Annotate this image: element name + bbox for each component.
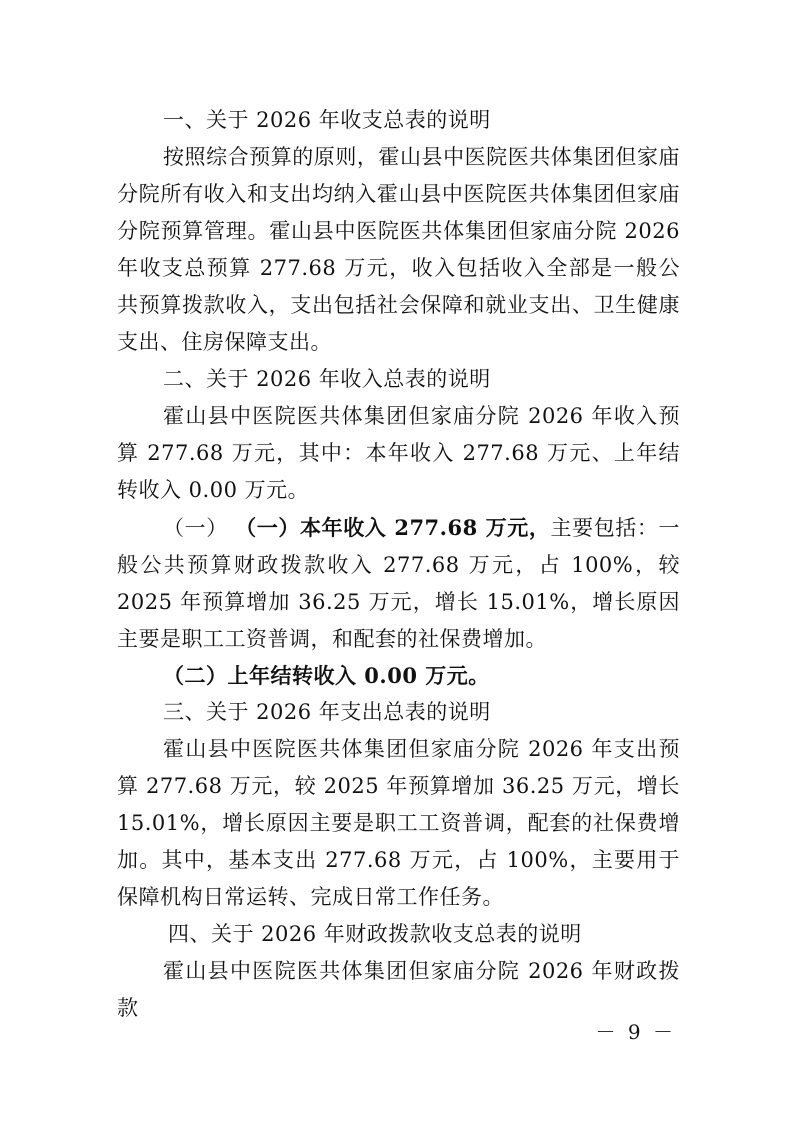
page-number: － 9 － <box>595 1020 676 1044</box>
section-2-item-1 <box>117 509 680 658</box>
section-4-body: 霍山县中医院医共体集团但家庙分院 2026 年财政拨款 <box>117 959 680 1020</box>
section-2-heading: 二、关于 2026 年收入总表的说明 <box>163 367 491 391</box>
section-3-body: 霍山县中医院医共体集团但家庙分院 2026 年支出预算 277.68 万元，较 2025 年预算增加 36.25 万元，增长 15.01%，增长原因主要是职工工资普调，配套的社保费增加。其中，基本支出 277.68 万元，占 100%，主要用于保障机构日常运转、完成日常工作任务。 <box>117 737 680 909</box>
section-3-heading: 三、关于 2026 年支出总表的说明 <box>163 700 491 724</box>
section-2-item-2 <box>163 657 490 695</box>
section-1-heading: 一、关于 2026 年收支总表的说明 <box>163 108 491 132</box>
item-2-bold-title: （二）上年结转收入 0.00 万元。 <box>163 663 490 688</box>
item-1-text: 主要包括：一般公共预算财政拨款收入 277.68 万元，占 100%，较 2025 年预算增加 36.25 万元，增长 15.01%，增长原因主要是职工工资普调，和配套的社保费增加。 <box>117 516 681 651</box>
section-1-body: 按照综合预算的原则，霍山县中医院医共体集团但家庙分院所有收入和支出均纳入霍山县中医院医共体集团但家庙分院预算管理。霍山县中医院医共体集团但家庙分院 2026 年收支总预算 277.68 万元，收入包括收入全部是一般公共预算拨款收入，支出包括社会保障和就业支出、卫生健康支出、住房保障支出。 <box>117 145 680 354</box>
section-2-body: 霍山县中医院医共体集团但家庙分院 2026 年收入预算 277.68 万元，其中：本年收入 277.68 万元、上年结转收入 0.00 万元。 <box>117 404 680 502</box>
section-4-heading: 四、关于 2026 年财政拨款收支总表的说明 <box>168 922 582 946</box>
item-1-bold-title: （一）本年收入 277.68 万元， <box>235 515 551 540</box>
item-1-prefix: （一） <box>163 516 228 540</box>
